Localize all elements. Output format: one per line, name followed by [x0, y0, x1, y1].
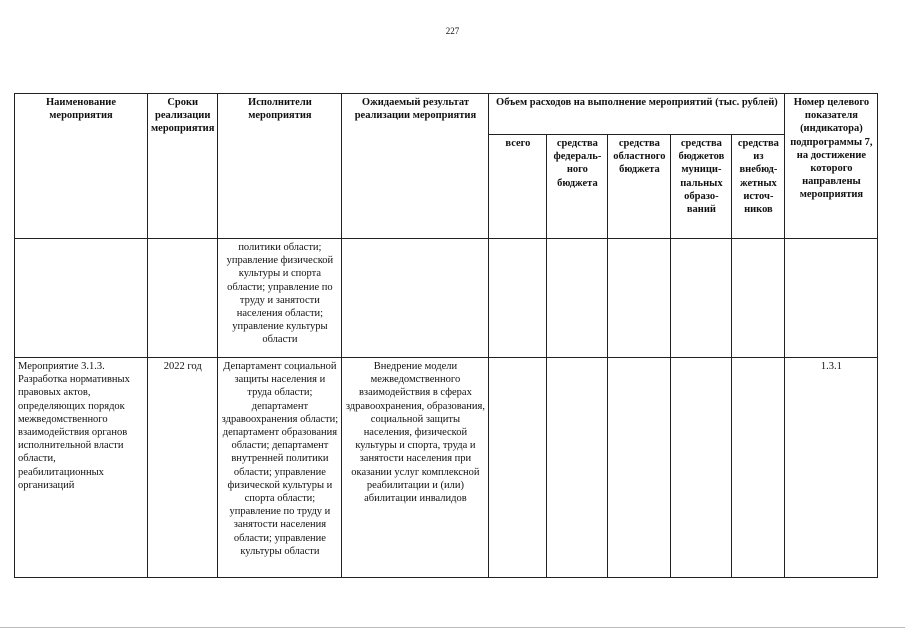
header-indicator: Номер целевого показателя (индикатора) подпрограммы 7, на достижение которого направлены мероприятия: [785, 94, 878, 239]
cell-indicator: [785, 239, 878, 358]
expenses-table: [14, 93, 878, 578]
cell-extra: [732, 239, 785, 358]
cell-indicator: 1.3.1: [785, 358, 878, 578]
page-number: 227: [445, 26, 460, 36]
cell-federal: [547, 358, 608, 578]
cell-name: Мероприятие 3.1.3. Разработка нормативных правовых актов, определяющих порядок межведомственного взаимодействия органов исполнительной власти области, реабилитационных организаций: [15, 358, 148, 578]
table-row: [15, 358, 878, 578]
cell-result: [342, 239, 489, 358]
cell-name: [15, 239, 148, 358]
cell-executors: политики области; управление физической культуры и спорта области; управление по труду и занятости населения области; управление культуры области: [218, 239, 342, 358]
cell-extra: [732, 358, 785, 578]
scan-edge-line: [0, 627, 905, 628]
header-expenses: Объем расходов на выполнение мероприятий (тыс. рублей): [489, 94, 785, 135]
header-executors: Исполнители мероприятия: [218, 94, 342, 239]
header-federal: средства федераль-ного бюджета: [547, 135, 608, 239]
header-extra: средства из внебюд-жетных источ-ников: [732, 135, 785, 239]
header-result: Ожидаемый результат реализации мероприятия: [342, 94, 489, 239]
cell-regional: [608, 358, 671, 578]
cell-municipal: [671, 239, 732, 358]
header-municipal: средства бюджетов муници-пальных образо-ваний: [671, 135, 732, 239]
header-regional: средства областного бюджета: [608, 135, 671, 239]
cell-terms: [148, 239, 218, 358]
table-row: [15, 239, 878, 358]
cell-municipal: [671, 358, 732, 578]
cell-result: Внедрение модели межведомственного взаимодействия в сферах здравоохранения, образования, социальной защиты населения, физической культуры и спорта, труда и занятости населения при оказании услуг комплексной реабилитации и (или) абилитации инвалидов: [342, 358, 489, 578]
cell-executors: Департамент социальной защиты населения и труда области; департамент здравоохранения области; департамент образования области; департамент внутренней политики области; управление физической культуры и спорта области; управление по труду и занятости населения области; управление культуры области: [218, 358, 342, 578]
header-name: Наименование мероприятия: [15, 94, 148, 239]
cell-total: [489, 358, 547, 578]
header-terms: Сроки реализации мероприятия: [148, 94, 218, 239]
cell-terms: 2022 год: [148, 358, 218, 578]
cell-regional: [608, 239, 671, 358]
cell-total: [489, 239, 547, 358]
cell-federal: [547, 239, 608, 358]
header-total: всего: [489, 135, 547, 239]
